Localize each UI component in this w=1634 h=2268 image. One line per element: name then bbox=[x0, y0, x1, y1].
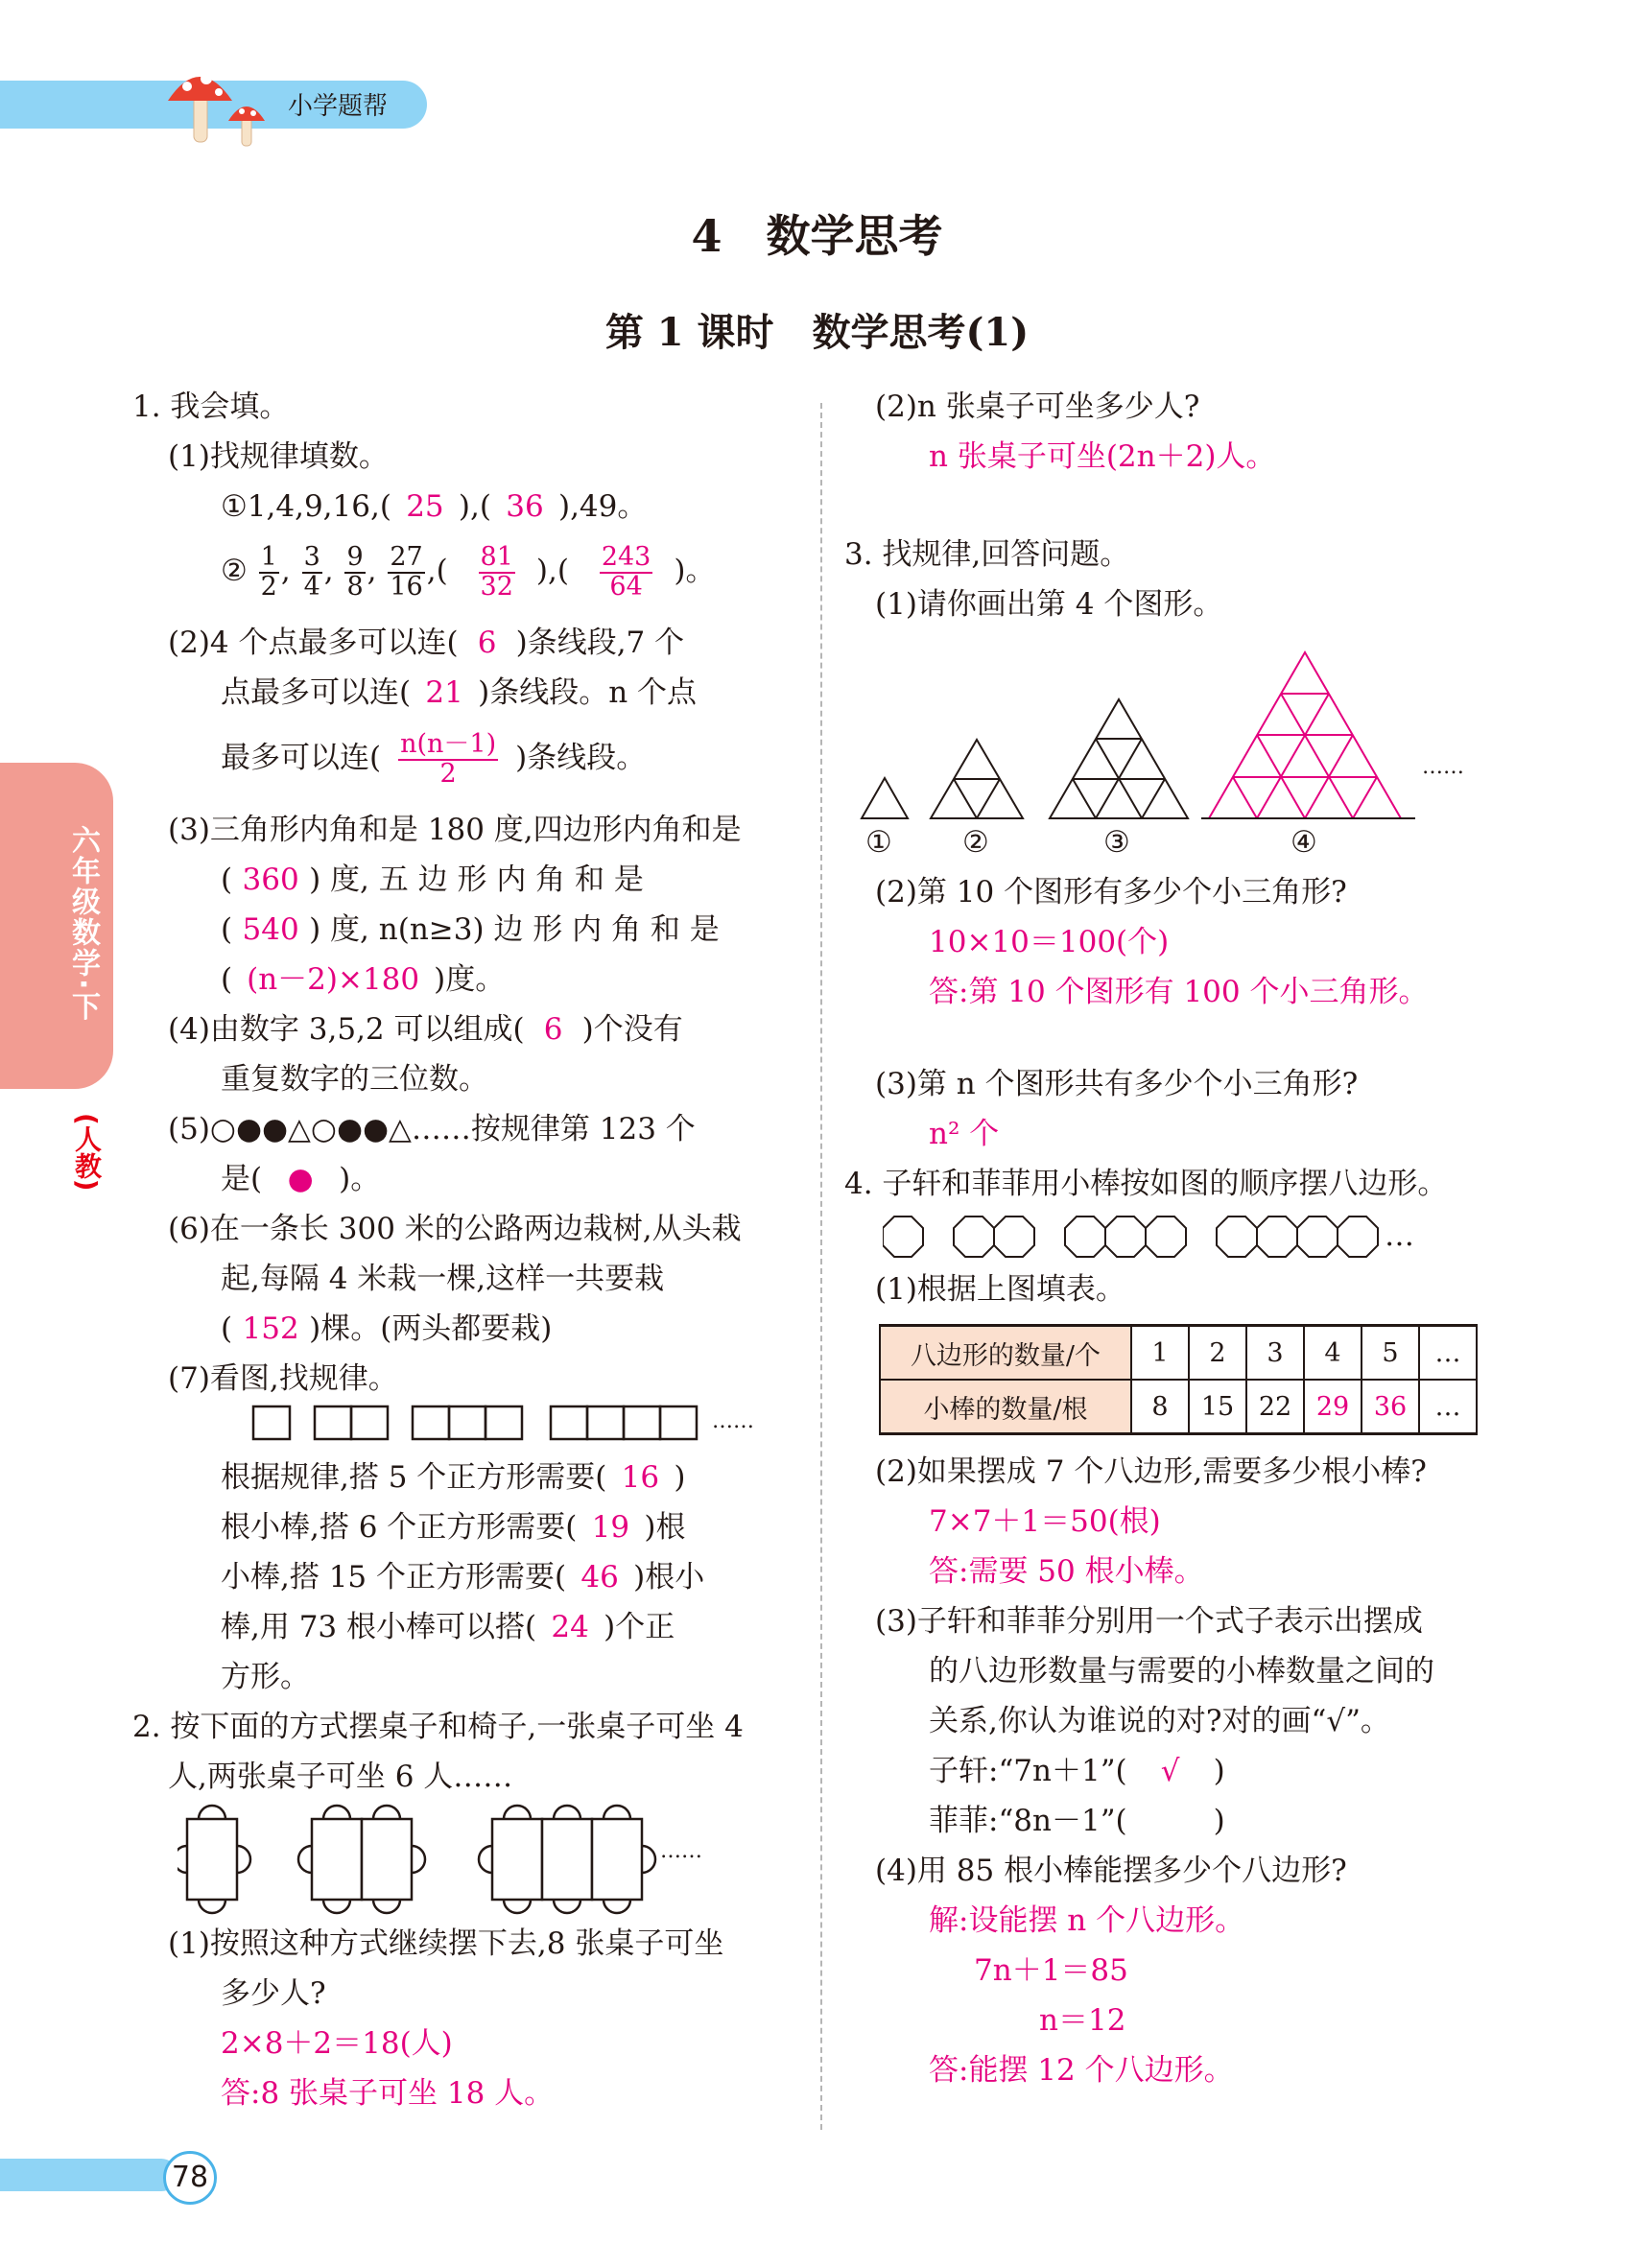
q4-p3-l2: 的八边形数量与需要的小棒数量之间的 bbox=[929, 1654, 1434, 1689]
q4-p3-l1: (3)子轩和菲菲分别用一个式子表示出摆成 bbox=[875, 1604, 1423, 1639]
answer: $\frac{81}{32}$ bbox=[480, 542, 513, 602]
q4-p2-ans1: 7×7＋1＝50(根) bbox=[929, 1504, 1161, 1539]
answer: 46 bbox=[580, 1560, 619, 1595]
answer: 24 bbox=[551, 1610, 589, 1644]
fraction: $\frac{27}{16}$ bbox=[390, 542, 423, 602]
q3-l1: 3. 找规律,回答问题。 bbox=[844, 537, 1130, 572]
triangles-figure bbox=[854, 628, 1430, 830]
table-cell: … bbox=[1419, 1326, 1477, 1381]
q4-p3-l4: 子轩:“7n＋1”( √ ) bbox=[929, 1746, 1225, 1796]
q1-p5-l1: (5)○●●△○●●△……按规律第 123 个 bbox=[168, 1112, 696, 1146]
q3-p2-ans1: 10×10＝100(个) bbox=[929, 925, 1170, 959]
table-cell: 15 bbox=[1189, 1380, 1246, 1434]
q1-p7-l4: 小棒,搭 15 个正方形需要( 46 )根小 bbox=[221, 1552, 704, 1602]
q1-p4-l1: (4)由数字 3,5,2 可以组成( 6 )个没有 bbox=[168, 1004, 683, 1054]
brand-label: 小学题帮 bbox=[288, 92, 389, 121]
q2-p1-l1: (1)按照这种方式继续摆下去,8 张桌子可坐 bbox=[168, 1926, 724, 1961]
tables-dots: …… bbox=[660, 1839, 702, 1863]
answer: 152 bbox=[242, 1311, 299, 1346]
q2-l1: 2. 按下面的方式摆桌子和椅子,一张桌子可坐 4 bbox=[132, 1710, 744, 1744]
q2-p2-l1: (2)n 张桌子可坐多少人? bbox=[875, 390, 1200, 424]
mushroom-icon bbox=[163, 58, 288, 149]
q4-p2-ans2: 答:需要 50 根小棒。 bbox=[929, 1554, 1204, 1589]
squares-dots: …… bbox=[712, 1409, 754, 1433]
q3-p1-l1: (1)请你画出第 4 个图形。 bbox=[875, 587, 1223, 622]
answer: 21 bbox=[425, 675, 463, 710]
squares-figure bbox=[249, 1403, 710, 1445]
table-cell: 8 bbox=[1131, 1380, 1189, 1434]
q2-l2: 人,两张桌子可坐 6 人…… bbox=[168, 1760, 513, 1794]
triangle-label-3: ③ bbox=[1103, 825, 1130, 860]
q2-p1-ans1: 2×8＋2＝18(人) bbox=[221, 2026, 453, 2061]
answer: 360 bbox=[242, 862, 299, 897]
fraction: $\frac{1}{2}$ bbox=[260, 542, 277, 602]
octagon-table bbox=[879, 1324, 1478, 1435]
q4-p3-l3: 关系,你认为谁说的对?对的画“√”。 bbox=[929, 1704, 1390, 1738]
answer: 25 bbox=[406, 489, 444, 524]
q4-p4-l1: (4)用 85 根小棒能摆多少个八边形? bbox=[875, 1854, 1347, 1888]
answer: 6 bbox=[543, 1012, 563, 1047]
q4-p4-ans3: n＝12 bbox=[1039, 2003, 1126, 2038]
answer: √ bbox=[1160, 1754, 1180, 1788]
chapter-title: 4 数学思考 bbox=[691, 210, 943, 262]
table-header-cell: 小棒的数量/根 bbox=[880, 1380, 1131, 1434]
triangle-label-1: ① bbox=[865, 825, 892, 860]
triangle-label-2: ② bbox=[962, 825, 989, 860]
table-cell: … bbox=[1419, 1380, 1477, 1434]
q4-p2-l1: (2)如果摆成 7 个八边形,需要多少根小棒? bbox=[875, 1454, 1427, 1489]
q4-p3-l5: 菲菲:“8n－1”( ) bbox=[929, 1804, 1225, 1838]
q1-p7-l2: 根据规律,搭 5 个正方形需要( 16 ) bbox=[221, 1453, 686, 1502]
answer: (n－2)×180 bbox=[247, 962, 420, 997]
q3-p3-ans: n² 个 bbox=[929, 1117, 1000, 1151]
answer: 16 bbox=[621, 1460, 660, 1495]
answer: 36 bbox=[506, 489, 544, 524]
q4-p1-l1: (1)根据上图填表。 bbox=[875, 1272, 1125, 1307]
q1-p2-l1: (2)4 个点最多可以连( 6 )条线段,7 个 bbox=[168, 618, 684, 668]
q1-p5-l2: 是( ● )。 bbox=[221, 1154, 380, 1204]
table-cell: 1 bbox=[1131, 1326, 1189, 1381]
triangles-dots: …… bbox=[1422, 755, 1464, 779]
page-number: 78 bbox=[163, 2151, 217, 2205]
q1-title: 1. 我会填。 bbox=[132, 390, 290, 424]
table-answer-cell: 36 bbox=[1362, 1380, 1419, 1434]
q4-p4-ans1: 解:设能摆 n 个八边形。 bbox=[929, 1903, 1245, 1938]
q3-p3-l1: (3)第 n 个图形共有多少个小三角形? bbox=[875, 1067, 1359, 1101]
triangle-label-4: ④ bbox=[1291, 825, 1317, 860]
q1-p2-l3: 最多可以连( $\frac{n(n-1)}{2}$ )条线段。 bbox=[221, 729, 647, 789]
table-cell: 22 bbox=[1246, 1380, 1304, 1434]
q3-p2-l1: (2)第 10 个图形有多少个小三角形? bbox=[875, 875, 1347, 910]
fraction: $\frac{9}{8}$ bbox=[346, 542, 364, 602]
q2-p1-l2: 多少人? bbox=[221, 1976, 326, 2011]
q2-p2-ans: n 张桌子可坐(2n＋2)人。 bbox=[929, 439, 1276, 474]
answer: 19 bbox=[591, 1510, 630, 1545]
q1-p3-l3: ( 540 ) 度, n(n≥3) 边 形 内 角 和 是 bbox=[221, 905, 720, 955]
q1-p1-a: ①1,4,9,16,( 25 ),( 36 ),49。 bbox=[221, 482, 647, 532]
fraction: $\frac{3}{4}$ bbox=[303, 542, 320, 602]
table-row bbox=[880, 1380, 1477, 1434]
q1-p7-l3: 根小棒,搭 6 个正方形需要( 19 )根 bbox=[221, 1502, 686, 1552]
table-header-cell: 八边形的数量/个 bbox=[880, 1326, 1131, 1381]
footer-bar bbox=[0, 2159, 178, 2191]
column-divider bbox=[820, 403, 822, 2130]
q3-p2-ans2: 答:第 10 个图形有 100 个小三角形。 bbox=[929, 975, 1429, 1009]
q4-p4-ans4: 答:能摆 12 个八边形。 bbox=[929, 2053, 1234, 2088]
q1-p3-l1: (3)三角形内角和是 180 度,四边形内角和是 bbox=[168, 813, 742, 847]
q4-l1: 4. 子轩和菲菲用小棒按如图的顺序摆八边形。 bbox=[844, 1167, 1448, 1201]
answer: $\frac{243}{64}$ bbox=[601, 542, 651, 602]
q4-p4-ans2: 7n＋1＝85 bbox=[974, 1953, 1128, 1988]
q1-p3-l4: ( (n－2)×180 )度。 bbox=[221, 955, 505, 1004]
q2-p1-ans2: 答:8 张桌子可坐 18 人。 bbox=[221, 2076, 555, 2111]
table-cell: 3 bbox=[1246, 1326, 1304, 1381]
q1-p1-b: ② $\frac{1}{2}$ , $\frac{3}{4}$ , $\frac{9}{8}$ , $\frac{27}{16}$ ,( $\frac{81}{32}$ ),( $\frac{243}{64}$ )。 bbox=[221, 542, 716, 602]
q1-p4-l2: 重复数字的三位数。 bbox=[221, 1062, 488, 1097]
answer: $\frac{n(n-1)}{2}$ bbox=[400, 729, 497, 789]
answer: 6 bbox=[477, 626, 497, 660]
q1-p7-l5: 棒,用 73 根小棒可以搭( 24 )个正 bbox=[221, 1602, 675, 1652]
answer: ● bbox=[287, 1162, 314, 1196]
q1-p1-label: (1)找规律填数。 bbox=[168, 439, 389, 474]
octagons-figure bbox=[883, 1211, 1420, 1264]
q1-p6-l2: 起,每隔 4 米栽一棵,这样一共要栽 bbox=[221, 1262, 665, 1296]
table-answer-cell: 29 bbox=[1304, 1380, 1362, 1434]
table-row bbox=[880, 1326, 1477, 1381]
q1-p7-l6: 方形。 bbox=[221, 1660, 310, 1694]
q1-p3-l2: ( 360 ) 度, 五 边 形 内 角 和 是 bbox=[221, 855, 644, 905]
q1-p6-l1: (6)在一条长 300 米的公路两边栽树,从头栽 bbox=[168, 1212, 742, 1246]
table-cell: 5 bbox=[1362, 1326, 1419, 1381]
q1-p2-l2: 点最多可以连( 21 )条线段。n 个点 bbox=[221, 668, 697, 718]
q1-p7-l1: (7)看图,找规律。 bbox=[168, 1361, 398, 1396]
edition-label: (人教) bbox=[71, 1113, 103, 1192]
grade-label: 六年级数学·下 bbox=[66, 825, 100, 1023]
table-cell: 2 bbox=[1189, 1326, 1246, 1381]
q1-p6-l3: ( 152 )棵。(两头都要栽) bbox=[221, 1304, 552, 1354]
answer: 540 bbox=[242, 912, 299, 947]
lesson-title: 第 1 课时 数学思考(1) bbox=[604, 310, 1030, 355]
tables-chairs-figure bbox=[178, 1802, 715, 1917]
table-cell: 4 bbox=[1304, 1326, 1362, 1381]
octagons-dots: … bbox=[1385, 1218, 1414, 1253]
